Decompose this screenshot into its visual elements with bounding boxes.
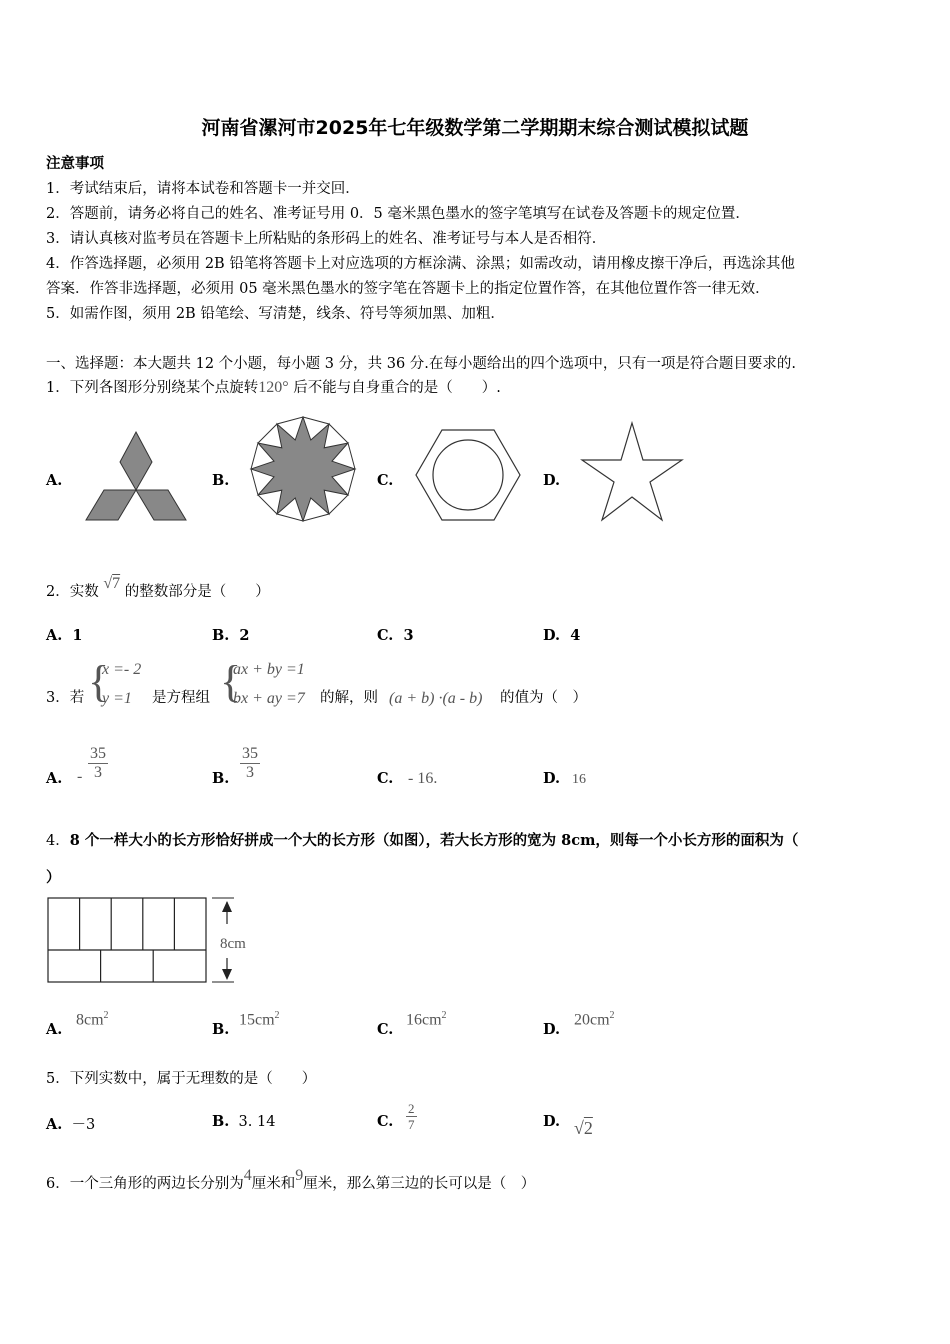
q3-option-d-value: 16 xyxy=(572,772,586,787)
question-text: 是方程组 xyxy=(152,690,210,706)
equation-2: bx + ay =7 xyxy=(233,690,305,707)
value-4: 4 xyxy=(243,1167,252,1184)
minus-sign: - xyxy=(77,768,83,785)
question-number: 1． xyxy=(46,380,70,396)
left-brace: { xyxy=(88,657,110,706)
solution-y: y =1 xyxy=(102,690,132,707)
question-2 xyxy=(46,575,270,601)
question-text: 的整数部分是（ ） xyxy=(124,584,270,600)
option-label-d: D. xyxy=(543,472,561,489)
equation-1: ax + by =1 xyxy=(233,661,305,678)
question-3-number: 3．若 xyxy=(46,690,85,706)
page-title: 河南省漯河市2025年七年级数学第二学期期末综合测试模拟试题 xyxy=(201,117,749,139)
q3-option-c-label: C. xyxy=(377,770,394,787)
q4-option-d-label: D. xyxy=(543,1021,561,1038)
q3-option-c-value: - 16. xyxy=(408,770,438,787)
three-rhombus-figure xyxy=(84,430,188,522)
q4-option-a-value: $8cm^2$ xyxy=(76,1010,109,1029)
q4-option-b-value: $15cm^2$ xyxy=(239,1010,280,1029)
question-4: 4．8 个一样大小的长方形恰好拼成一个大的长方形（如图），若大长方形的宽为 8cm，则每一个小长方形的面积为（ xyxy=(46,832,799,849)
value-9: 9 xyxy=(295,1167,304,1184)
notice-item-4-cont: 答案．作答非选择题，必须用 05 毫米黑色墨水的签字笔在答题卡上的指定位置作答，在其他位置作答一律无效． xyxy=(46,281,770,297)
five-point-star-figure xyxy=(580,420,684,522)
q4-option-d-value: $20cm^2$ xyxy=(574,1010,615,1029)
q2-option-c: C. 3 xyxy=(377,627,414,644)
q5-option-a: A. －3 xyxy=(46,1116,96,1133)
q5-option-b: B. 3. 14 xyxy=(212,1113,276,1130)
question-6: 6．一个三角形的两边长分别为4厘米和9厘米，那么第三边的长可以是（ ） xyxy=(46,1167,536,1192)
fraction-35-3: $\frac{35}{3}$ xyxy=(90,745,106,781)
q2-option-d: D. 4 xyxy=(543,627,581,644)
expression: (a + b) ·(a - b) xyxy=(389,690,483,707)
notice-item-4: 4．作答选择题，必须用 2B 铅笔将答题卡上对应选项的方框涂满、涂黑；如需改动，请用橡皮擦干净后，再选涂其他 xyxy=(46,256,795,272)
notice-item-5: 5．如需作图，须用 2B 铅笔绘、写清楚，线条、符号等须加黑、加粗． xyxy=(46,306,505,322)
q3-option-b-label: B. xyxy=(212,770,230,787)
question-text: 实数 xyxy=(69,584,99,600)
fraction-2-7: $\frac{2}{7}$ xyxy=(408,1101,415,1132)
question-text: 下列各图形分别绕某个点旋转 xyxy=(69,380,259,396)
q4-option-c-label: C. xyxy=(377,1021,394,1038)
notice-item-3: 3．请认真核对监考员在答题卡上所粘贴的条形码上的姓名、准考证号与本人是否相符． xyxy=(46,231,607,247)
option-label-b: B. xyxy=(212,472,230,489)
q4-option-b-label: B. xyxy=(212,1021,230,1038)
q5-option-d-label: D. xyxy=(543,1113,561,1130)
q4-option-a-label: A. xyxy=(46,1021,63,1038)
left-brace: { xyxy=(220,657,242,706)
sqrt-7: √7 xyxy=(103,575,121,592)
question-number: 2． xyxy=(46,584,70,600)
q2-option-a: A. 1 xyxy=(46,627,83,644)
notice-heading: 注意事项 xyxy=(46,155,104,172)
question-text: 的值为（ ） xyxy=(500,690,587,706)
hexagon-circle-figure xyxy=(414,428,522,522)
q2-option-b: B. 2 xyxy=(212,627,250,644)
q5-option-c-label: C. xyxy=(377,1113,394,1130)
option-label-a: A. xyxy=(46,472,63,489)
question-4-cont: ） xyxy=(46,869,61,886)
angle-value: 120° xyxy=(258,379,289,396)
sqrt-2: √2 xyxy=(574,1118,593,1138)
q3-option-a-label: A. xyxy=(46,770,63,787)
width-label: 8cm xyxy=(220,936,246,952)
notice-item-1: 1．考试结束后，请将本试卷和答题卡一并交回． xyxy=(46,181,360,197)
section-heading: 一、选择题：本大题共 12 个小题，每小题 3 分，共 36 分.在每小题给出的四个选项中，只有一项是符合题目要求的. xyxy=(46,356,796,372)
question-1 xyxy=(46,376,501,397)
solution-x: x =- 2 xyxy=(102,661,142,678)
q3-option-d-label: D. xyxy=(543,770,561,787)
q4-option-c-value: $16cm^2$ xyxy=(406,1010,447,1029)
option-label-c: C. xyxy=(377,472,394,489)
question-5: 5．下列实数中，属于无理数的是（ ） xyxy=(46,1071,317,1087)
notice-item-2: 2．答题前，请务必将自己的姓名、准考证号用 0．5 毫米黑色墨水的签字笔填写在试卷及答题卡的规定位置． xyxy=(46,206,750,222)
question-text: 的解，则 xyxy=(320,690,378,706)
fraction-35-3: $\frac{35}{3}$ xyxy=(242,745,258,781)
twelve-point-star-figure xyxy=(248,416,358,522)
question-text: 后不能与自身重合的是（ ）. xyxy=(293,380,501,396)
